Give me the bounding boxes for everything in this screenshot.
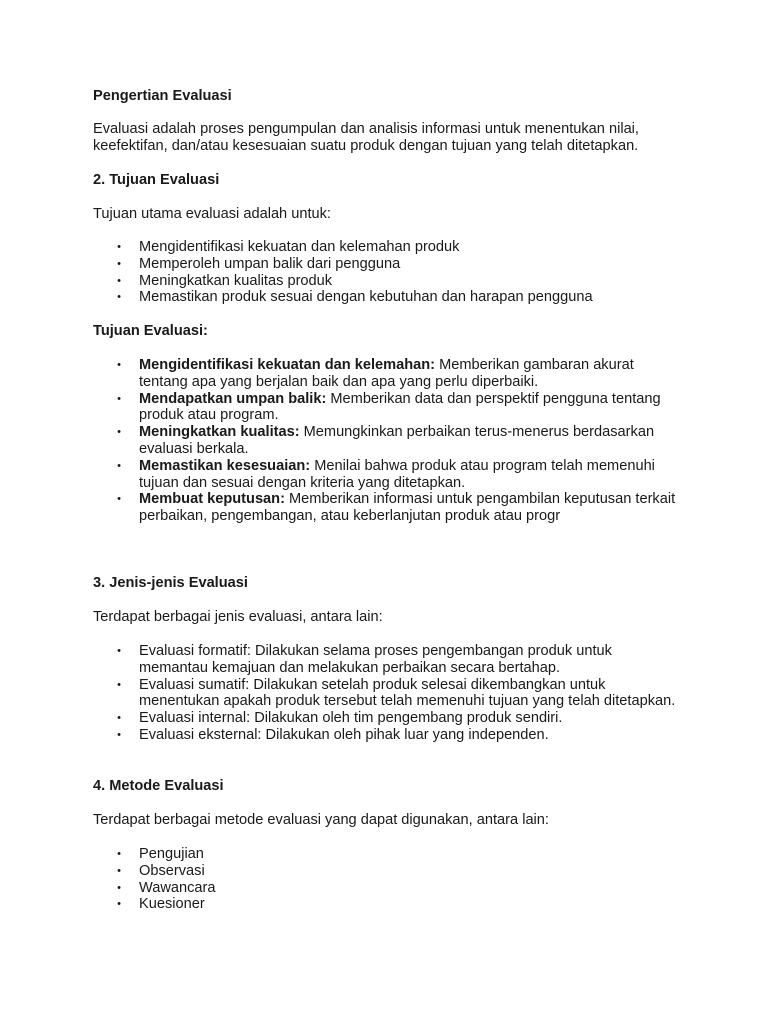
bullet-icon: • [117, 426, 121, 439]
bullet-icon: • [117, 359, 121, 371]
section-4-heading: 4. Metode Evaluasi [93, 778, 224, 794]
item-term: Mengidentifikasi kekuatan dan kelemahan: [139, 357, 436, 373]
bullet-icon: • [117, 392, 121, 405]
list-item: • Pengujian [114, 846, 678, 863]
bullet-icon: • [117, 864, 121, 877]
list-item: • Evaluasi formatif: Dilakukan selama proses pengembangan produk untuk memantau kemajuan dan melakukan perbaikan secara bertahap. [114, 643, 678, 677]
section-2-lead: Tujuan utama evaluasi adalah untuk: [93, 206, 331, 222]
item-text: Menilai bahwa produk atau program telah memenuhi tujuan dan sesuai dengan kriteria yang ditetapkan. [139, 457, 655, 491]
bullet-icon: • [117, 274, 121, 287]
item-text: Memberikan informasi untuk pengambilan keputusan terkait perbaikan, pengembangan, atau keberlanjutan produk atau progr [139, 491, 676, 525]
bullet-icon: • [117, 898, 121, 911]
item-term: Meningkatkan kualitas: [139, 424, 300, 441]
document-title: Pengertian Evaluasi [93, 88, 232, 104]
list-item: • Memperoleh umpan balik dari pengguna [114, 256, 678, 273]
list-item: • Wawancara [114, 880, 678, 897]
list-item: • Meningkatkan kualitas produk [114, 273, 678, 290]
bullet-icon: • [117, 459, 121, 472]
bullet-icon: • [117, 241, 121, 253]
list-item: • Evaluasi internal: Dilakukan oleh tim pengembang produk sendiri. [114, 710, 678, 727]
bullet-icon: • [117, 257, 121, 270]
bullet-icon: • [117, 881, 121, 894]
bullet-icon: • [117, 712, 121, 725]
item-text: Memberikan data dan perspektif pengguna tentang produk atau program. [139, 390, 661, 424]
item-text: Memberikan gambaran akurat tentang apa yang berjalan baik dan apa yang perlu diperbaiki. [139, 357, 634, 390]
section-4-lead: Terdapat berbagai metode evaluasi yang dapat digunakan, antara lain: [93, 812, 549, 828]
list-item: • Memastikan produk sesuai dengan kebutuhan dan harapan pengguna [114, 289, 678, 306]
list-item: • Evaluasi sumatif: Dilakukan setelah produk selesai dikembangkan untuk menentukan apakah produk tersebut telah memenuhi tujuan yang telah ditetapkan. [114, 677, 678, 711]
section-4-list [114, 846, 678, 913]
section-3-lead: Terdapat berbagai jenis evaluasi, antara lain: [93, 609, 383, 625]
list-item [114, 424, 678, 458]
bullet-icon: • [117, 848, 121, 860]
list-item: • Evaluasi eksternal: Dilakukan oleh pihak luar yang independen. [114, 727, 678, 744]
bullet-icon: • [117, 728, 121, 741]
bullet-icon: • [117, 678, 121, 691]
list-item: • Mengidentifikasi kekuatan dan kelemahan produk [114, 239, 678, 256]
section-2-heading: 2. Tujuan Evaluasi [93, 172, 220, 188]
tujuan-list [114, 357, 678, 525]
section-3-heading: 3. Jenis-jenis Evaluasi [93, 575, 248, 591]
list-item [114, 357, 678, 391]
bullet-icon: • [117, 291, 121, 304]
item-term: Memastikan kesesuaian: [139, 457, 311, 474]
item-term: Membuat keputusan: [139, 491, 285, 508]
tujuan-heading: Tujuan Evaluasi: [93, 323, 208, 339]
bullet-icon: • [117, 493, 121, 506]
intro-paragraph: Evaluasi adalah proses pengumpulan dan analisis informasi untuk menentukan nilai, keefektifan, dan/atau kesesuaian suatu produk dengan tujuan yang telah ditetapkan. [93, 121, 639, 154]
bullet-icon: • [117, 645, 121, 657]
section-3-list [114, 643, 678, 744]
item-term: Mendapatkan umpan balik: [139, 390, 327, 407]
list-item [114, 391, 678, 425]
section-2-list [114, 239, 678, 306]
list-item [114, 491, 678, 525]
list-item: • Kuesioner [114, 896, 678, 913]
list-item: • Observasi [114, 863, 678, 880]
list-item [114, 458, 678, 492]
item-text: Memungkinkan perbaikan terus-menerus berdasarkan evaluasi berkala. [139, 424, 655, 457]
